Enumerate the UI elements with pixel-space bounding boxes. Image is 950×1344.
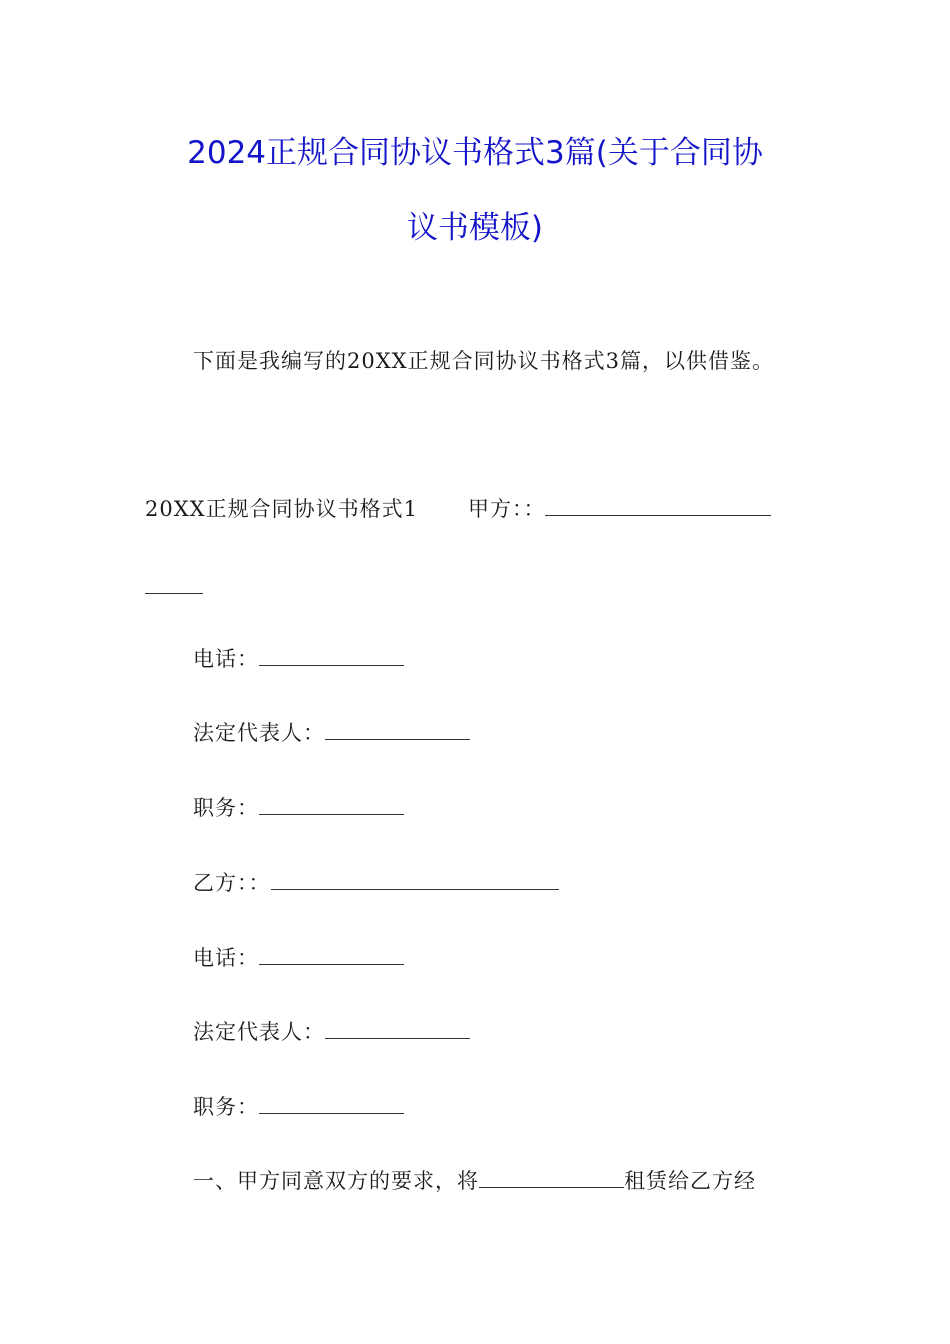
party-a-title-blank bbox=[259, 794, 404, 815]
section-1-heading: 20XX正规合同协议书格式1 bbox=[145, 497, 418, 521]
clause-1-prefix: 一、甲方同意双方的要求，将 bbox=[193, 1169, 479, 1193]
clause-1-property-blank bbox=[479, 1167, 624, 1188]
clause-1-line bbox=[193, 1166, 756, 1196]
party-b-line bbox=[193, 868, 559, 898]
party-b-phone-blank bbox=[259, 944, 404, 965]
party-b-title-label: 职务： bbox=[193, 1095, 259, 1119]
clause-1-suffix: 租赁给乙方经 bbox=[624, 1169, 756, 1193]
party-b-rep-line bbox=[193, 1017, 470, 1047]
party-a-rep-line bbox=[193, 718, 470, 748]
party-a-rep-label: 法定代表人： bbox=[193, 721, 325, 745]
party-b-title-line bbox=[193, 1092, 404, 1122]
party-a-name-blank bbox=[545, 495, 771, 516]
party-b-phone-label: 电话： bbox=[193, 946, 259, 970]
party-a-title-line bbox=[193, 793, 404, 823]
document-title-line-1: 2024正规合同协议书格式3篇(关于合同协 bbox=[187, 135, 763, 171]
party-a-phone-blank bbox=[259, 645, 404, 666]
party-b-title-blank bbox=[259, 1093, 404, 1114]
party-a-phone-line bbox=[193, 644, 404, 674]
document-title-line-2: 议书模板) bbox=[406, 210, 544, 246]
party-b-label: 乙方：： bbox=[193, 871, 271, 895]
party-b-phone-line bbox=[193, 943, 404, 973]
party-a-label: 甲方：： bbox=[467, 497, 546, 521]
party-b-name-blank bbox=[271, 869, 559, 890]
party-a-name-blank-continued bbox=[145, 592, 203, 594]
party-a-title-label: 职务： bbox=[193, 796, 259, 820]
party-a-phone-label: 电话： bbox=[193, 647, 259, 671]
party-b-rep-label: 法定代表人： bbox=[193, 1020, 325, 1044]
intro-paragraph: 下面是我编写的20XX正规合同协议书格式3篇，以供借鉴。 bbox=[193, 349, 774, 373]
party-b-rep-blank bbox=[325, 1018, 470, 1039]
section-1-line bbox=[145, 494, 771, 524]
party-a-rep-blank bbox=[325, 719, 470, 740]
